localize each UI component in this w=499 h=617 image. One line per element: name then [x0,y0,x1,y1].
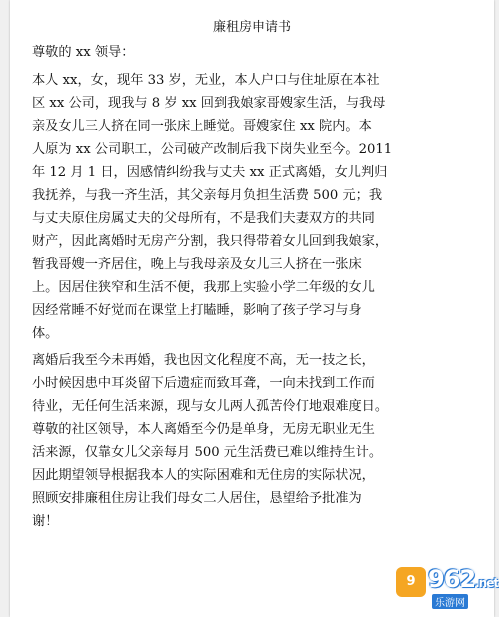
body-line: 与丈夫原住房属丈夫的父母所有，不是我们夫妻双方的共同 [32,211,375,226]
body-line: 照顾安排廉租住房让我们母女二人居住，恳望给予批准为 [32,491,362,506]
body-line: 小时候因患中耳炎留下后遗症而致耳聋，一向未找到工作而 [32,376,375,391]
document-page [10,0,499,617]
body-line: 待业，无任何生活来源，现与女儿两人孤苦伶仃地艰难度日。 [32,399,389,414]
body-line: 暂我哥嫂一齐居住，晚上与我母亲及女儿三人挤在一张床 [32,257,362,272]
body-line: 因经常睡不好觉而在课堂上打瞌睡，影响了孩子学习与身 [32,303,362,318]
document-title: 廉租房申请书 [212,20,291,35]
body-line: 活来源，仅靠女儿父亲每月 500 元生活费已难以维持生计。 [32,445,383,460]
watermark-site-name: 乐游网 [432,594,468,609]
body-line: 我抚养，与我一齐生活，其父亲每月负担生活费 500 元；我 [32,188,383,203]
salutation-line: 尊敬的 xx 领导： [32,45,135,60]
body-line: 本人 xx，女，现年 33 岁，无业，本人户口与住址原在本社 [32,73,380,88]
watermark-number: 962.net [428,565,499,593]
body-line: 上。因居住狭窄和生活不便，我那上实验小学二年级的女儿 [32,280,375,295]
body-line: 尊敬的社区领导，本人离婚至今仍是单身，无房无职业无生 [32,422,375,437]
body-line: 亲及女儿三人挤在同一张床上睡觉。哥嫂家住 xx 院内。本 [32,119,372,134]
body-line: 人原为 xx 公司职工，公司破产改制后我下岗失业至今。2011 [32,142,393,157]
body-line: 区 xx 公司，现我与 8 岁 xx 回到我娘家哥嫂家生活，与我母 [32,96,386,111]
body-line: 因此期望领导根据我本人的实际困难和无住房的实际状况， [32,468,375,483]
body-line: 财产，因此离婚时无房产分割，我只得带着女儿回到我娘家， [32,234,389,249]
watermark-logo-icon: 9 [396,567,426,597]
body-line: 年 12 月 1 日，因感情纠纷我与丈夫 xx 正式离婚，女儿判归 [32,165,388,180]
body-line: 体。 [32,326,59,341]
site-watermark [396,563,499,611]
body-line: 离婚后我至今未再婚，我也因文化程度不高，无一技之长， [32,353,375,368]
body-line: 谢！ [32,514,59,529]
